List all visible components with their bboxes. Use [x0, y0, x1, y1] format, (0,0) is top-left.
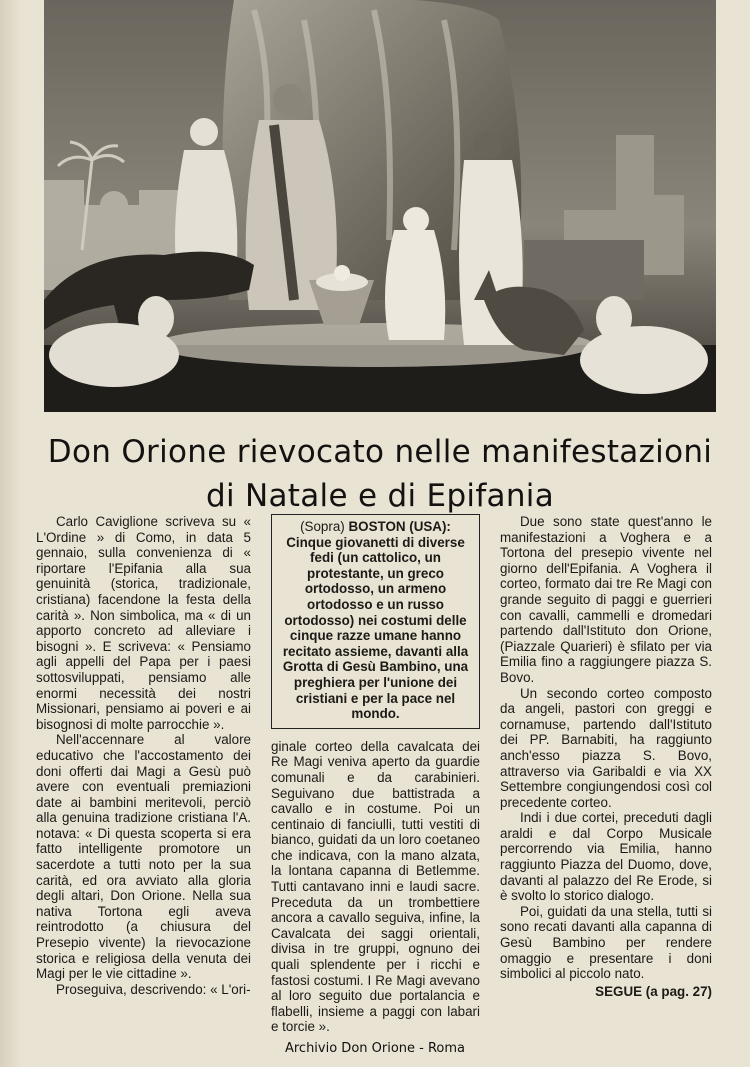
nativity-scene-photo [44, 0, 716, 412]
headline-line-1: Don Orione rievocato nelle manifestazioni [47, 434, 713, 470]
photo-caption-box [271, 514, 480, 729]
column-3-paragraph: Poi, guidati da una stella, tutti si sono recati davanti alla capanna di Gesù Bambino per rendere omaggio e presentare i doni simbolici al piccolo nato. [500, 903, 712, 982]
page-edge [0, 0, 22, 1067]
caption-text: BOSTON (USA): Cinque giovanetti di diverse fedi (un cattolico, un protestante, un greco ortodosso, un armeno ortodosso e un russo ortodosso) nei costumi delle cinque razze umane hanno recitato assieme, davanti alla Grotta di Gesù Bambino, una preghiera per l'unione dei cristiani e per la pace nel mondo. [282, 519, 469, 722]
nativity-scene-illustration [44, 0, 716, 412]
column-3-paragraph: Due sono state quest'anno le manifestazioni a Voghera e a Tortona del presepio vivente nel giorno dell'Epifania. A Voghera il corteo, formato dai tre Re Magi con grande seguito di paggi e guerrieri con cavalli, cammelli e dromedari partendo dall'Istituto don Orione, (Piazzale Quarieri) è sfilato per via Emilia fino a raggiungere piazza S. Bovo. [500, 514, 712, 685]
column-2-story [271, 739, 480, 1035]
caption-prefix: (Sopra) [300, 519, 345, 534]
archive-footer: Archivio Don Orione - Roma [284, 1041, 466, 1056]
column-1-paragraph: Nell'accennare al valore educativo che l'accostamento dei doni offerti dai Magi a Gesù può avere con eventuali premiazioni date ai bambini meritevoli, perciò alla genuina tradizione cristiana l'A. notava: « Di questa scoperta si era fatto intelligente promotore un sacerdote a tutti noto per la sua carità, ed ora avviato alla gloria degli altari, Don Orione. Nella sua nativa Tortona egli aveva reintrodotto (a chiusura del Presepio vivente) la rievocazione storica e religiosa della venuta dei Magi per le vie cittadine ». [36, 732, 251, 982]
article-column-3 [500, 514, 712, 999]
column-2-paragraph: ginale corteo della cavalcata dei Re Magi veniva aperto da guardie comunali e da carabinieri. Seguivano due battistrada a cavallo e in costume. Poi un centinaio di fanciulli, tutti vestiti di bianco, guidati da un loro coetaneo che indicava, con la mano alzata, la lontana capanna di Betlemme. Tutti cantavano inni e laudi sacre. Preceduta da un trombettiere ancora a cavallo seguiva, infine, la Cavalcata dei saggi orientali, divisa in tre gruppi, ognuno dei quali splendente per i ricchi e fastosi costumi. I Re Magi avevano al loro seguito due portalancia e flabelli, insieme a paggi con labari e torcie ». [271, 738, 480, 1035]
headline-line-2: di Natale e di Epifania [205, 478, 555, 514]
column-3-paragraph: Un secondo corteo composto da angeli, pastori con greggi e cornamuse, partendo dall'Istituto dei PP. Barnabiti, ha raggiunto anch'esso piazza S. Bovo, attraverso via Garibaldi e via XX Settembre congiungendosi così col precedente corteo. [500, 685, 712, 810]
article-column-2 [271, 514, 480, 1035]
article-headline [30, 430, 730, 518]
article-column-1 [36, 514, 251, 997]
column-3-paragraph: Indi i due cortei, preceduti dagli araldi e dal Corpo Musicale percorrendo via Emilia, hanno raggiunto Piazza del Duomo, dove, davanti al palazzo del Re Erode, si è svolto lo storico dialogo. [500, 810, 712, 904]
column-1-paragraph: Carlo Caviglione scriveva su « L'Ordine » di Como, in data 5 gennaio, sulla convenienza di « riportare l'Epifania alla sua genuinità (storica, tradizionale, cristiana) facendone la festa della carità ». Non simbolica, ma « di un apporto concreto ad alleviare i bisogni ». E scriveva: « Pensiamo agli appelli del Papa per i paesi sottosviluppati, pensiamo alle enormi necessità dei nostri Missionari, pensiamo ai poveri e ai bisognosi di molte parrocchie ». [36, 514, 251, 732]
column-1-paragraph: Proseguiva, descrivendo: « L'ori- [56, 981, 251, 997]
continued-on-page: SEGUE (a pag. 27) [595, 983, 712, 999]
